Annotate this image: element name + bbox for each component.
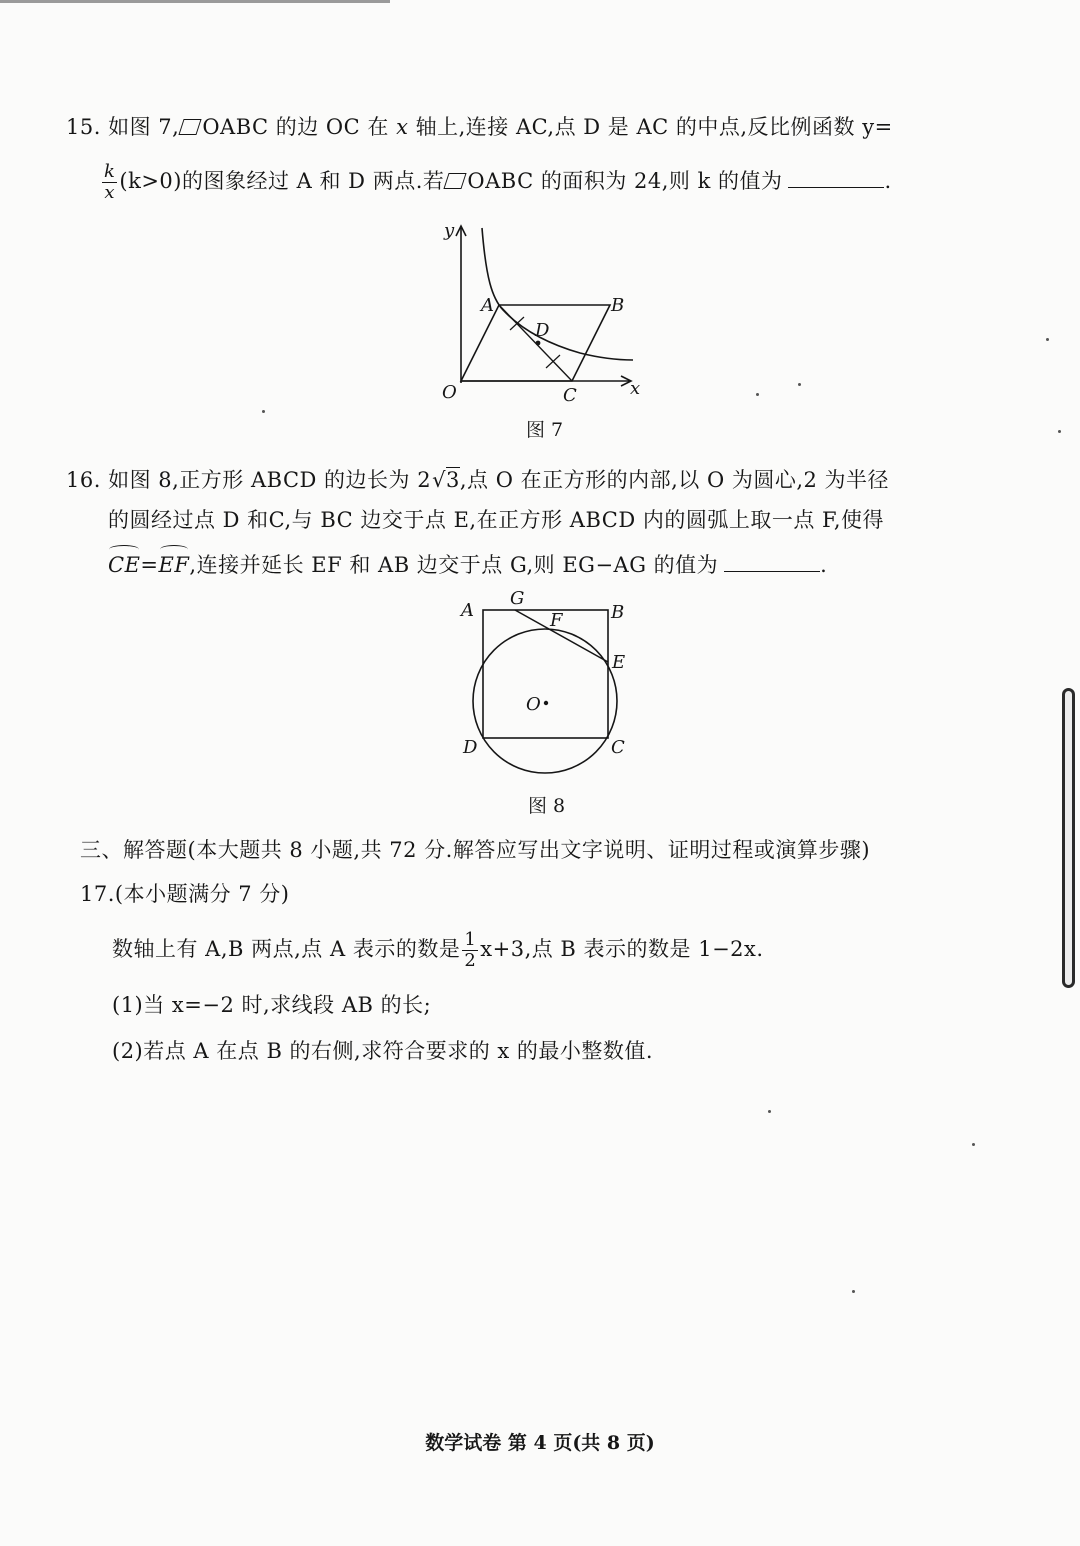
figure-8-caption: 图 8	[528, 795, 566, 817]
section3-heading: 三、解答题(本大题共 8 小题,共 72 分.解答应写出文字说明、证明过程或演算步骤)	[80, 838, 871, 862]
figure7-label-O: O	[442, 382, 457, 403]
figure8-label-F: F	[550, 610, 563, 631]
q15-fraction-numerator: k	[104, 161, 116, 182]
q16-line-3	[108, 549, 827, 580]
figure7-hyperbola-curve	[482, 228, 633, 360]
q15-line-end: .	[884, 169, 892, 193]
q15-number: 15.	[66, 115, 101, 139]
q17-fraction-denominator: 2	[464, 950, 477, 971]
q16-text-1a: 如图 8,正方形 ABCD 的边长为 2	[108, 468, 432, 492]
q16-text-1b: ,点 O 在正方形的内部,以 O 为圆心,2 为半径	[459, 468, 890, 492]
q16-line-end: .	[820, 553, 828, 577]
scan-speck	[1058, 430, 1061, 433]
figure7-label-C: C	[563, 385, 577, 403]
figure-8-diagram	[455, 586, 645, 786]
q16-arc-EF: EF	[159, 550, 190, 580]
q17-part-1: (1)当 x=−2 时,求线段 AB 的长;	[112, 993, 432, 1017]
q17-header: 17.(本小题满分 7 分)	[80, 882, 290, 906]
scan-speck	[1046, 338, 1049, 341]
scan-speck	[798, 383, 801, 386]
sqrt-symbol-icon: √	[432, 468, 446, 492]
q16-sqrt-value: 3	[445, 468, 460, 492]
figure8-label-A: A	[461, 600, 474, 621]
figure8-label-E: E	[612, 652, 626, 673]
q17-stem	[112, 930, 764, 971]
q15-fraction-denominator: x	[104, 182, 116, 203]
figure8-label-D: D	[463, 737, 478, 758]
q15-line-2	[100, 162, 892, 203]
q16-text-3: ,连接并延长 EF 和 AB 边交于点 G,则 EG−AG 的值为	[189, 553, 719, 577]
q17-stem-b: x+3,点 B 表示的数是 1−2x.	[480, 937, 764, 961]
q15-text-2b: OABC 的面积为 24,则 k 的值为	[467, 169, 783, 193]
scan-speck	[852, 1290, 855, 1293]
q17-stem-a: 数轴上有 A,B 两点,点 A 表示的数是	[112, 937, 461, 961]
parallelogram-symbol-icon	[444, 173, 467, 189]
figure-7-diagram	[430, 218, 660, 403]
q16-answer-blank[interactable]	[724, 549, 820, 572]
q16-line-1	[66, 465, 889, 495]
scan-speck	[262, 410, 265, 413]
q15-text-1c: 轴上,连接 AC,点 D 是 AC 的中点,反比例函数 y=	[408, 115, 893, 139]
figure7-label-B: B	[611, 295, 625, 316]
q15-text-1a: 如图 7,	[108, 115, 180, 139]
q17-fraction-numerator: 1	[464, 929, 477, 950]
q15-answer-blank[interactable]	[788, 165, 884, 188]
scrollbar-handle[interactable]	[1062, 688, 1075, 988]
q16-number: 16.	[66, 468, 101, 492]
figure-7-caption: 图 7	[526, 419, 564, 441]
figure8-label-B: B	[611, 602, 625, 623]
figure7-label-y: y	[444, 220, 455, 241]
q16-arc-CE: CE	[108, 550, 140, 580]
scan-speck	[972, 1143, 975, 1146]
parallelogram-symbol-icon	[179, 119, 202, 135]
q16-line-2: 的圆经过点 D 和C,与 BC 边交于点 E,在正方形 ABCD 内的圆弧上取一点 F,使得	[108, 508, 884, 532]
figure7-label-x: x	[630, 378, 641, 399]
figure7-point-D	[536, 341, 541, 346]
q15-line-1	[66, 112, 893, 142]
q17-part-2: (2)若点 A 在点 B 的右侧,求符合要求的 x 的最小整数值.	[112, 1039, 654, 1063]
page-footer: 数学试卷 第 4 页(共 8 页)	[425, 1432, 655, 1454]
q16-equals: =	[140, 553, 159, 577]
q15-text-1b: OABC 的边 OC 在	[202, 115, 397, 139]
scan-edge-line	[0, 0, 390, 3]
figure7-label-D: D	[535, 320, 550, 341]
q15-var-x: x	[396, 115, 409, 139]
scan-speck	[768, 1110, 771, 1113]
figure8-label-O: O	[526, 694, 541, 715]
q17-fraction-one-half	[462, 930, 478, 971]
q15-fraction-k-over-x	[102, 162, 117, 203]
figure8-circle-O	[473, 629, 617, 773]
scan-speck	[756, 393, 759, 396]
q15-text-2a: (k>0)的图象经过 A 和 D 两点.若	[119, 169, 445, 193]
figure8-center-point	[544, 701, 548, 705]
figure8-label-C: C	[611, 737, 625, 758]
figure8-label-G: G	[510, 588, 525, 609]
figure7-label-A: A	[481, 295, 494, 316]
